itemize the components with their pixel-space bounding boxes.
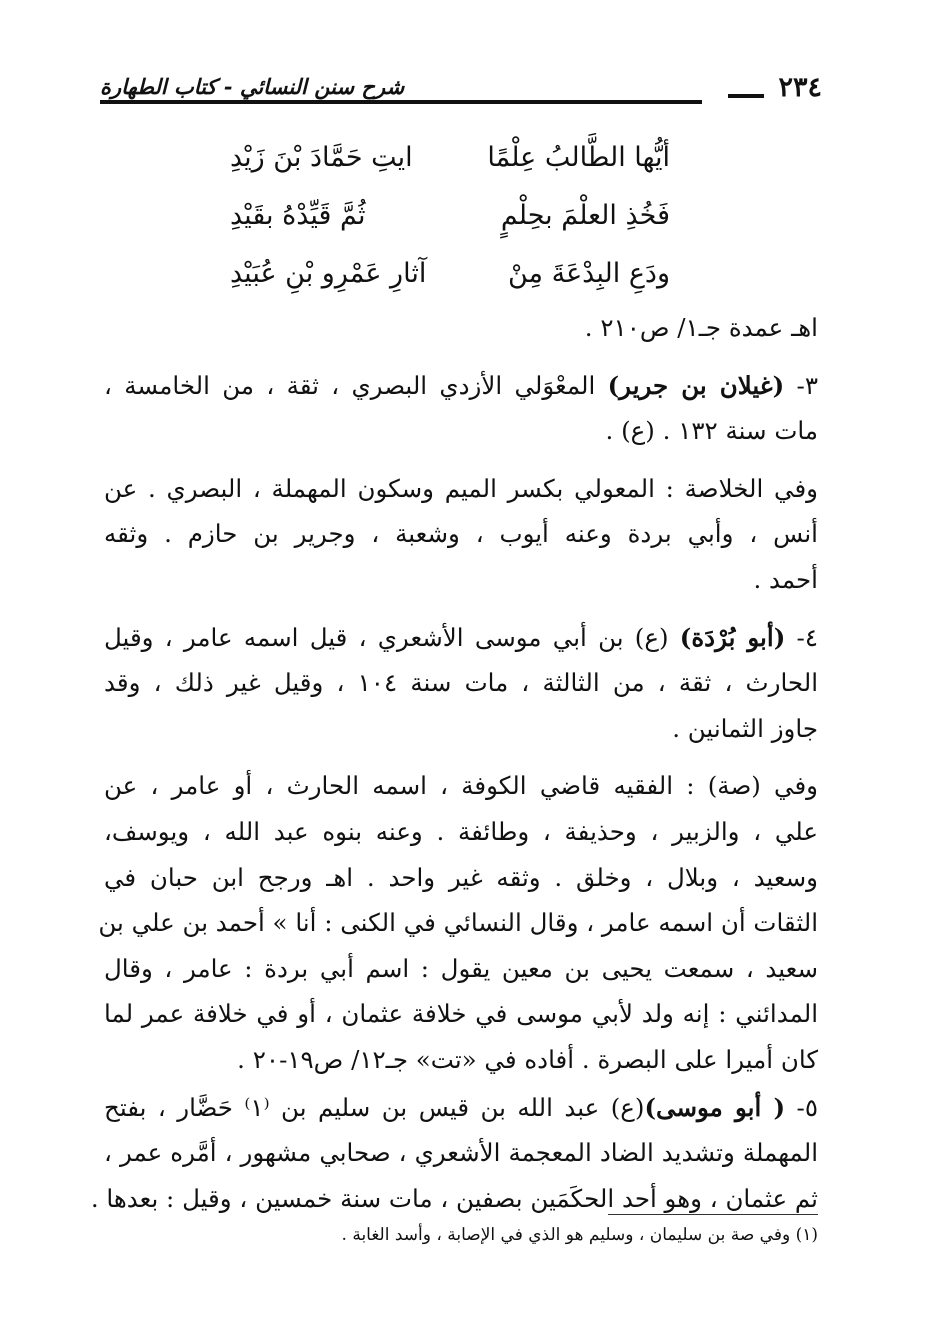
text-run: وسعيد ، وبلال ، وخلق . وثقه غير واحد . اهـ ورجح ابن حبان في (104, 862, 818, 892)
text-line (104, 706, 818, 752)
text-line (104, 557, 818, 603)
text-line (98, 900, 818, 946)
paragraph (104, 615, 818, 752)
text-line (104, 809, 818, 855)
body-text (90, 305, 819, 1233)
text-run: ٣- (784, 370, 818, 400)
verse-second-half: آثارِ عَمْرِو بْنِ عُبَيْدِ (230, 257, 427, 289)
text-run: ٤- (785, 622, 818, 652)
text-line (104, 946, 818, 992)
text-run: المهملة وتشديد الضاد المعجمة الأشعري ، صحابي مشهور ، أمَّره عمر ، (104, 1138, 818, 1168)
poem-verse (230, 128, 670, 186)
poem (230, 128, 670, 302)
text-line (104, 1037, 818, 1083)
text-line (104, 466, 818, 512)
text-run: الثقات أن اسمه عامر ، وقال النسائي في الكنى : أنا » أحمد بن علي بن (98, 908, 818, 938)
verse-first-half: فَخُذِ العلْمَ بحِلْمٍ (500, 199, 670, 231)
entries (90, 363, 819, 1222)
text-line (104, 660, 818, 706)
text-run: الحارث ، ثقة ، من الثالثة ، مات سنة ١٠٤ ، وقيل غير ذلك ، وقد (104, 668, 819, 698)
paragraph (104, 363, 818, 454)
text-line (104, 855, 818, 901)
verse-second-half: ايتِ حَمَّادَ بْنَ زَيْدِ (230, 141, 413, 173)
text-run: ٥- (785, 1092, 818, 1122)
text-line (104, 615, 818, 661)
poem-verse (230, 186, 670, 244)
text-run: المعْوَلي الأزدي البصري ، ثقة ، من الخامسة ، (104, 370, 608, 400)
footnote: (١) وفي صة بن سليمان ، وسليم هو الذي في الإصابة ، وأسد الغابة . (341, 1225, 818, 1245)
page-number: ٢٣٤ (768, 72, 822, 103)
footnote-rule (608, 1214, 818, 1215)
text-run: أنس ، وأبي بردة وعنه أيوب ، وشعبة ، وجرير بن حازم . وثقه (104, 519, 818, 549)
text-line (104, 1130, 818, 1176)
verse-first-half: أيُّها الطَّالبُ عِلْمًا (487, 141, 670, 173)
text-line (104, 763, 818, 809)
text-run: المدائني : إنه ولد لأبي موسى في خلافة عثمان ، أو في خلافة عمر لما (104, 999, 818, 1029)
verse-second-half: ثُمَّ قَيِّدْهُ بقَيْدِ (230, 199, 366, 231)
text-run: جاوز الثمانين . (672, 713, 818, 743)
text-run: سعيد ، سمعت يحيى بن معين يقول : اسم أبي بردة : عامر ، وقال (104, 953, 818, 983)
text-line (104, 363, 818, 409)
text-run: وفي الخلاصة : المعولي بكسر الميم وسكون المهملة ، البصري . عن (104, 473, 818, 503)
text-run: أحمد . (753, 564, 818, 594)
paragraph (104, 466, 818, 603)
text-run: وفي (صة) : الفقيه قاضي الكوفة ، اسمه الحارث ، أو عامر ، عن (104, 771, 818, 801)
text-run: علي ، والزبير ، وحذيفة ، وطائفة . وعنه بنوه عبد الله ، ويوسف، (104, 816, 818, 846)
paragraph (98, 763, 818, 1082)
text-run: ثم عثمان ، وهو أحد الحكَمَين بصفين ، مات سنة خمسين ، وقيل : بعدها . (90, 1183, 818, 1213)
text-run: (ع) عبد الله بن قيس بن سليم بن ⁽١⁾ حَضَّار ، بفتح (104, 1092, 645, 1122)
source-citation (104, 305, 818, 351)
source-line: اهـ عمدة جـ١/ ص٢١٠ . (584, 313, 818, 342)
narrator-name: (غيلان بن جرير) (607, 370, 785, 400)
text-line (104, 1085, 818, 1131)
text-line (104, 511, 818, 557)
narrator-name: (أبو بُرْدَة) (679, 622, 786, 652)
text-run: كان أميرا على البصرة . أفاده في «تت» جـ١٢/ ص١٩-٢٠ . (237, 1044, 818, 1074)
running-title: شرح سنن النسائي - كتاب الطهارة (100, 74, 412, 99)
verse-first-half: ودَعِ البِدْعَةَ مِنْ (508, 257, 670, 289)
text-run: (ع) بن أبي موسى الأشعري ، قيل اسمه عامر ، وقيل (104, 622, 680, 652)
paragraph (90, 1085, 818, 1222)
poem-verse (230, 244, 670, 302)
text-line (104, 408, 818, 454)
text-line (104, 991, 818, 1037)
text-run: مات سنة ١٣٢ . (ع) . (605, 416, 818, 446)
page-header (100, 72, 822, 106)
narrator-name: ( أبو موسى) (644, 1092, 786, 1122)
header-rule (100, 100, 702, 104)
